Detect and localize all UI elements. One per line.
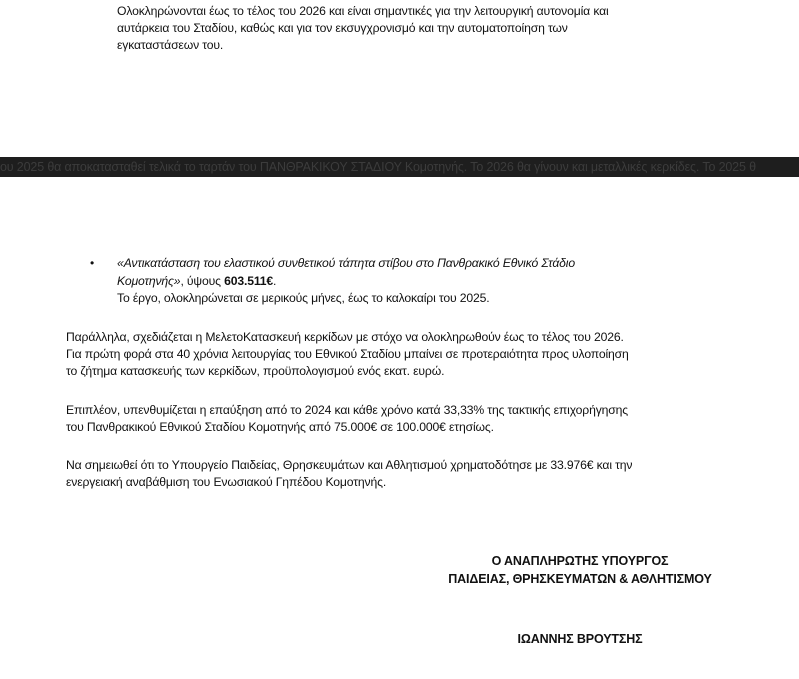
bullet-title: «Αντικατάσταση του ελαστικού συνθετικού τάπητα στίβου στο Πανθρακικό Εθνικό Στάδιο (117, 256, 575, 270)
signature-title-1: Ο ΑΝΑΠΛΗΡΩΤΗΣ ΥΠΟΥΡΓΟΣ (491, 554, 669, 568)
text-line: Επιπλέον, υπενθυμίζεται η επαύξηση από το 2024 και κάθε χρόνο κατά 33,33% της τακτικής επιχορήγησης (66, 403, 628, 417)
signature-name: ΙΩΑΝΝΗΣ ΒΡΟΥΤΣΗΣ (517, 632, 643, 646)
text-line: αυτάρκεια του Σταδίου, καθώς και για τον εκσυγχρονισμό και την αυτοματοποίηση των (117, 21, 568, 35)
signature-title-2: ΠΑΙΔΕΙΑΣ, ΘΡΗΣΚΕΥΜΑΤΩΝ & ΑΘΛΗΤΙΣΜΟΥ (448, 572, 712, 586)
amount-suffix: . (273, 274, 277, 288)
dark-text-band (0, 157, 799, 177)
amount: 603.511€ (224, 274, 274, 288)
text-line: το ζήτημα κατασκευής των κερκίδων, προϋπολογισμού ενός εκατ. ευρώ. (66, 364, 445, 378)
text-line: ενεργειακή αναβάθμιση του Ενωσιακού Γηπέδου Κομοτηνής. (66, 475, 387, 489)
band-text: ου 2025 θα αποκατασταθεί τελικά το ταρτάν του ΠΑΝΘΡΑΚΙΚΟΥ ΣΤΑΔΙΟΥ Κομοτηνής. Το 2026 θα γίνουν και μεταλλικές κερκίδες. Το 2025 θ (0, 160, 756, 174)
text-line: του Πανθρακικού Εθνικού Σταδίου Κομοτηνής από 75.000€ σε 100.000€ ετησίως. (66, 420, 494, 434)
bullet-title-cont: Κομοτηνής» (117, 274, 181, 288)
bullet-icon: • (90, 256, 95, 270)
text-line: εγκαταστάσεων του. (117, 38, 224, 52)
bullet-note: Το έργο, ολοκληρώνεται σε μερικούς μήνες, έως το καλοκαίρι του 2025. (117, 291, 490, 305)
amount-prefix: , ύψους (180, 274, 225, 288)
text-line: Ολοκληρώνονται έως το τέλος του 2026 και είναι σημαντικές για την λειτουργική αυτονομία και (117, 4, 609, 18)
text-line: Να σημειωθεί ότι το Υπουργείο Παιδείας, Θρησκευμάτων και Αθλητισμού χρηματοδότησε με 33.976€ και την (66, 458, 633, 472)
text-line: Παράλληλα, σχεδιάζεται η ΜελετοΚατασκευή κερκίδων με στόχο να ολοκληρωθούν έως το τέλος του 2026. (66, 330, 624, 344)
text-line: Για πρώτη φορά στα 40 χρόνια λειτουργίας του Εθνικού Σταδίου μπαίνει σε προτεραιότητα προς υλοποίηση (66, 347, 629, 361)
